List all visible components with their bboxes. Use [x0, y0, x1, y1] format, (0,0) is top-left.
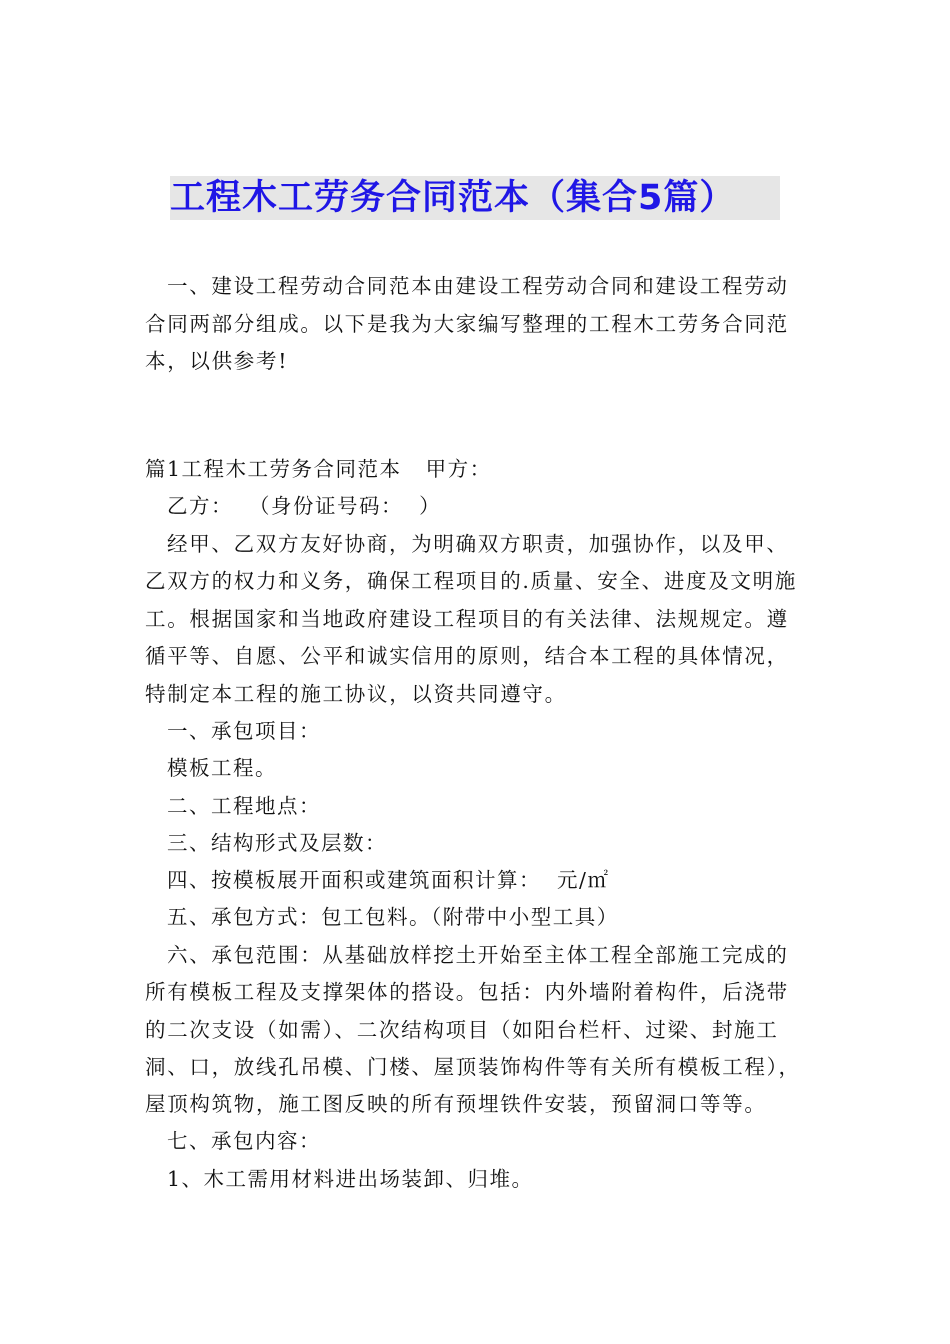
clause-2: 二、工程地点： — [167, 794, 321, 818]
clause-6-line-2: 所有模板工程及支撑架体的搭设。包括：内外墙附着构件，后浇带 — [145, 980, 789, 1004]
preamble-line-1: 经甲、乙双方友好协商，为明确双方职责，加强协作，以及甲、 — [167, 532, 789, 556]
clause-6-line-4: 洞、口，放线孔吊模、门楼、屋顶装饰构件等有关所有模板工程）， — [145, 1055, 801, 1079]
party-b-line: 乙方： （身份证号码： ） — [167, 494, 442, 518]
preamble-line-3: 工。根据国家和当地政府建设工程项目的有关法律、法规规定。遵 — [145, 607, 789, 631]
clause-1-title: 一、承包项目： — [167, 719, 321, 743]
document-title: 工程木工劳务合同范本（集合5篇） — [170, 176, 780, 220]
section-heading: 篇1工程木工劳务合同范本 甲方： — [145, 457, 492, 481]
intro-line-3: 本，以供参考! — [145, 349, 289, 373]
clause-7-item-1: 1、木工需用材料进出场装卸、归堆。 — [167, 1167, 534, 1191]
clause-6-line-5: 屋顶构筑物，施工图反映的所有预埋铁件安装，预留洞口等等。 — [145, 1092, 767, 1116]
clause-6-line-3: 的二次支设（如需）、二次结构项目（如阳台栏杆、过梁、封施工 — [145, 1018, 779, 1042]
clause-7-title: 七、承包内容： — [167, 1129, 321, 1153]
clause-6-line-1: 六、承包范围：从基础放样挖土开始至主体工程全部施工完成的 — [167, 943, 789, 967]
intro-line-2: 合同两部分组成。以下是我为大家编写整理的工程木工劳务合同范 — [145, 312, 789, 336]
clause-5: 五、承包方式：包工包料。（附带中小型工具） — [167, 905, 619, 929]
clause-3: 三、结构形式及层数： — [167, 831, 387, 855]
preamble-line-4: 循平等、自愿、公平和诚实信用的原则，结合本工程的具体情况， — [145, 644, 789, 668]
clause-1-body: 模板工程。 — [167, 756, 277, 780]
preamble-line-2: 乙双方的权力和义务，确保工程项目的.质量、安全、进度及文明施 — [145, 569, 798, 593]
clause-4: 四、按模板展开面积或建筑面积计算： 元/㎡ — [167, 868, 610, 892]
intro-line-1: 一、建设工程劳动合同范本由建设工程劳动合同和建设工程劳动 — [167, 274, 789, 298]
preamble-line-5: 特制定本工程的施工协议，以资共同遵守。 — [145, 682, 567, 706]
